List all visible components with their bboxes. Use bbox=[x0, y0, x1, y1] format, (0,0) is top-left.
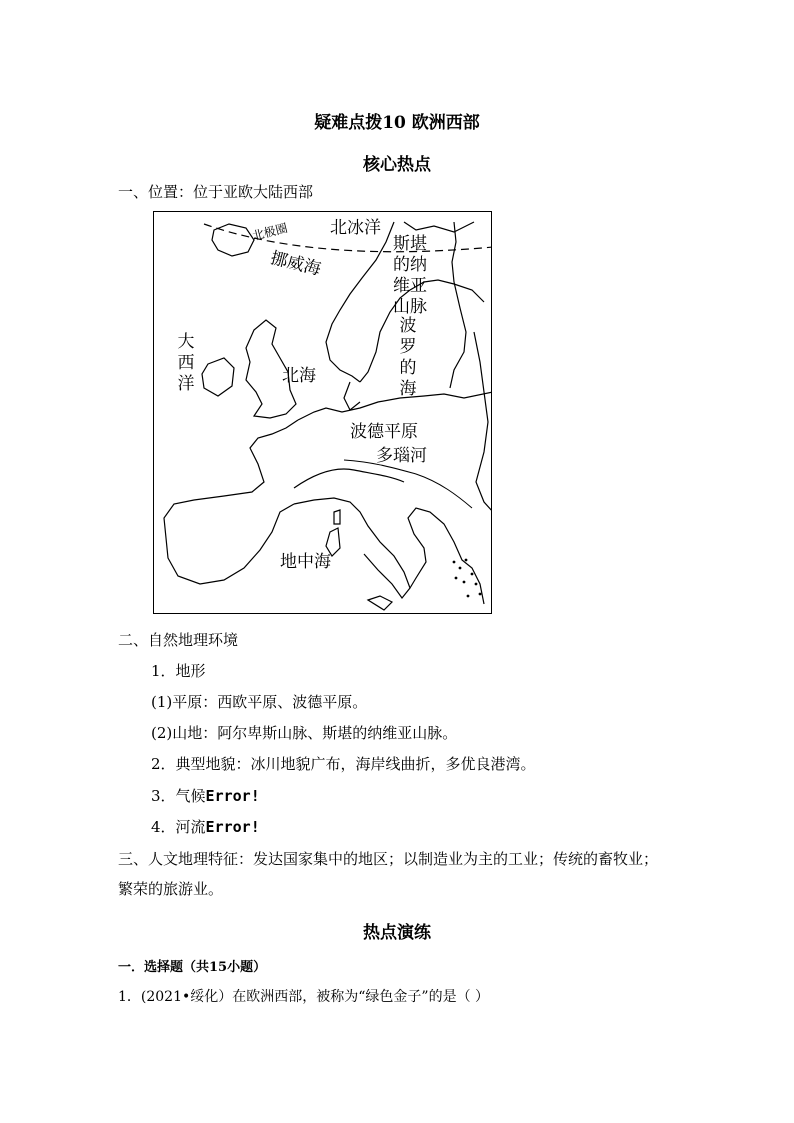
river-error: Error! bbox=[205, 818, 260, 836]
label-danube: 多瑙河 bbox=[376, 446, 427, 466]
page-title: 疑难点拨10 欧洲西部 bbox=[314, 113, 480, 133]
label-baltic-sea: 波罗的海 bbox=[399, 316, 417, 399]
section-title-core: 核心热点 bbox=[363, 155, 431, 175]
label-norwegian-sea: 挪威海 bbox=[268, 248, 323, 280]
river-line bbox=[151, 816, 260, 837]
label-north-sea: 北海 bbox=[282, 366, 316, 386]
section-title-practice: 热点演练 bbox=[363, 923, 431, 943]
plains-line: (1)平原：西欧平原、波德平原。 bbox=[151, 693, 368, 711]
label-mediterranean: 地中海 bbox=[280, 552, 331, 572]
river-label: 4．河流 bbox=[151, 818, 206, 836]
mountains-line: (2)山地：阿尔卑斯山脉、斯堪的纳维亚山脉。 bbox=[151, 724, 458, 742]
climate-line bbox=[151, 785, 260, 806]
label-scandinavian-mountains: 斯堪的纳维亚山脉 bbox=[393, 234, 427, 317]
terrain-heading: 1．地形 bbox=[151, 662, 206, 680]
label-arctic-ocean: 北冰洋 bbox=[330, 218, 381, 238]
human-line-1: 三、人文地理特征：发达国家集中的地区；以制造业为主的工业；传统的畜牧业； bbox=[118, 850, 659, 868]
label-arctic-circle: 北极圈 bbox=[250, 220, 290, 244]
human-line-2: 繁荣的旅游业。 bbox=[118, 880, 224, 898]
europe-map bbox=[153, 211, 492, 614]
climate-label: 3．气候 bbox=[151, 787, 206, 805]
climate-error: Error! bbox=[205, 787, 260, 805]
label-polish-plain: 波德平原 bbox=[350, 422, 418, 442]
nature-heading: 二、自然地理环境 bbox=[118, 631, 239, 649]
label-atlantic: 大西洋 bbox=[177, 332, 195, 394]
landform-line: 2．典型地貌：冰川地貌广布，海岸线曲折，多优良港湾。 bbox=[151, 755, 536, 773]
question-1: 1．(2021•绥化）在欧洲西部，被称为“绿色金子”的是（ ） bbox=[118, 989, 490, 1005]
position-heading: 一、位置：位于亚欧大陆西部 bbox=[118, 183, 314, 201]
choice-heading: 一．选择题（共15小题） bbox=[118, 960, 267, 975]
